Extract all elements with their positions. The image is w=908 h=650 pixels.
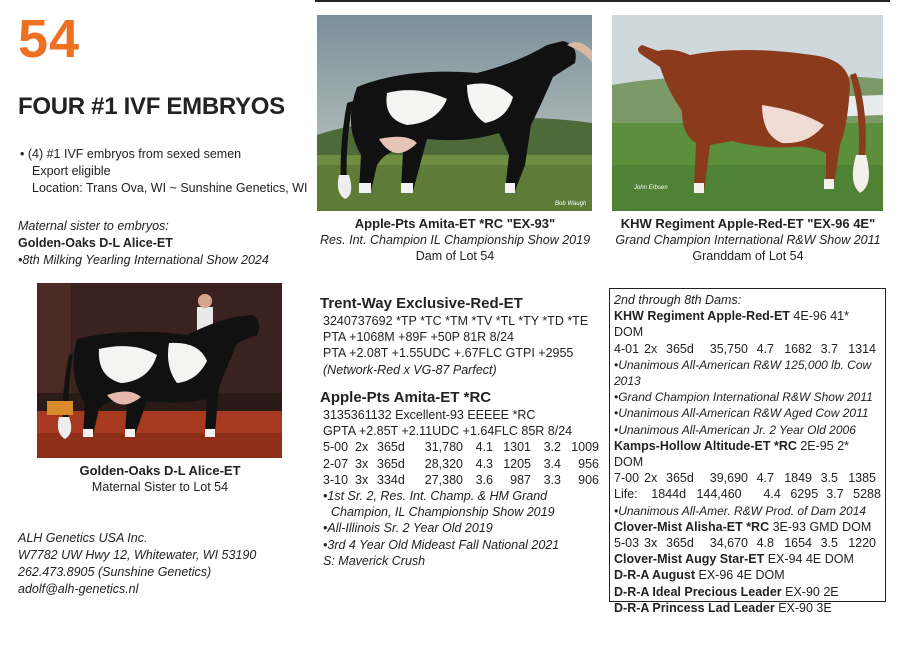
alisha-record-row-cell: 3.5 bbox=[820, 536, 838, 551]
altitude-life-row-cell: 3.7 bbox=[826, 487, 844, 502]
dam-record-row bbox=[323, 439, 605, 455]
precious-name: D-R-A Ideal Precious Leader bbox=[614, 584, 782, 599]
dam-record-row-cell: 3.3 bbox=[543, 472, 561, 487]
august-entry bbox=[614, 567, 881, 583]
dam-record-row-cell: 2x bbox=[355, 440, 369, 455]
altitude-life-row-cell: 6295 bbox=[790, 487, 819, 502]
dam-record-row-cell: 1009 bbox=[571, 440, 599, 455]
altitude-life-row-cell: 4.4 bbox=[763, 487, 781, 502]
dam-record-row-cell: 2-07 bbox=[323, 456, 349, 471]
dam-record-row-cell: 5-00 bbox=[323, 440, 349, 455]
contact-company: ALH Genetics USA Inc. bbox=[18, 531, 148, 545]
august-score: EX-96 4E DOM bbox=[698, 568, 785, 583]
contact-address: W7782 UW Hwy 12, Whitewater, WI 53190 bbox=[18, 548, 257, 562]
amita-photo-award: Res. Int. Champion IL Championship Show 2019 bbox=[319, 233, 591, 247]
maternal-sister-note bbox=[18, 218, 269, 269]
bullet-export: Export eligible bbox=[32, 164, 111, 178]
maternal-sister-award: •8th Milking Yearling International Show 2024 bbox=[18, 253, 269, 267]
altitude-record-row-cell: 365d bbox=[666, 471, 694, 486]
altitude-name: Kamps-Hollow Altitude-ET *RC bbox=[614, 438, 797, 453]
maternal-sister-name: Golden-Oaks D-L Alice-ET bbox=[18, 236, 173, 250]
dams-header: 2nd through 8th Dams: bbox=[614, 293, 742, 307]
dam-record-row-cell: 28,320 bbox=[424, 456, 463, 471]
regiment-record-row-cell: 35,750 bbox=[709, 341, 748, 356]
photo-amita bbox=[317, 15, 592, 211]
alisha-name: Clover-Mist Alisha-ET *RC bbox=[614, 519, 770, 534]
alisha-record bbox=[614, 535, 881, 551]
contact-phone: 262.473.8905 (Sunshine Genetics) bbox=[18, 565, 212, 579]
augy-score: EX-94 4E DOM bbox=[767, 552, 854, 567]
lot-headline: FOUR #1 IVF EMBRYOS bbox=[18, 93, 285, 120]
princess-name: D-R-A Princess Lad Leader bbox=[614, 600, 775, 615]
regiment-record-row-cell: 1682 bbox=[784, 341, 812, 356]
precious-entry bbox=[614, 584, 881, 600]
regiment-record-row-cell: 1314 bbox=[848, 341, 876, 356]
pedigree-dam bbox=[320, 388, 605, 569]
dams-box bbox=[609, 288, 886, 615]
contact-info bbox=[18, 530, 256, 598]
dam-record-row-cell: 987 bbox=[510, 472, 531, 487]
alisha-record-row-cell: 365d bbox=[666, 536, 694, 551]
dam-line2: GPTA +2.85T +2.11UDC +1.64FLC 85R 8/24 bbox=[323, 424, 573, 439]
dam-award-4: •3rd 4 Year Old Mideast Fall National 2021 bbox=[323, 537, 560, 552]
cow-image-amita bbox=[317, 15, 592, 211]
august-name: D-R-A August bbox=[614, 568, 695, 583]
maternal-intro: Maternal sister to embryos: bbox=[18, 219, 169, 233]
sire-line3: PTA +2.08T +1.55UDC +.67FLC GTPI +2955 bbox=[323, 346, 574, 361]
dam-record-row-cell: 3x bbox=[355, 456, 369, 471]
altitude-life-record bbox=[614, 486, 881, 502]
altitude-record-row-cell: 1385 bbox=[848, 471, 876, 486]
alisha-record-row bbox=[614, 535, 881, 551]
alice-photo-role: Maternal Sister to Lot 54 bbox=[91, 480, 229, 494]
dam-record-row-cell: 3-10 bbox=[323, 472, 349, 487]
regiment-record-row-cell: 365d bbox=[666, 341, 694, 356]
altitude-life-row-cell: 144,460 bbox=[696, 487, 742, 502]
pedigree-sire bbox=[320, 294, 605, 378]
altitude-record-row-cell: 39,690 bbox=[709, 471, 748, 486]
lot-number: 54 bbox=[18, 9, 81, 69]
altitude-life-row-cell: 5288 bbox=[853, 487, 881, 502]
augy-name: Clover-Mist Augy Star-ET bbox=[614, 552, 765, 567]
dam-record-row-cell: 3.4 bbox=[543, 456, 561, 471]
altitude-record-row bbox=[614, 470, 881, 486]
alisha-record-row-cell: 4.8 bbox=[756, 536, 774, 551]
alisha-score: 3E-93 GMD DOM bbox=[772, 519, 872, 534]
amita-photo-name: Apple-Pts Amita-ET *RC "EX-93" bbox=[354, 216, 556, 231]
caption-regiment bbox=[600, 216, 896, 264]
dam-award-2: Champion, IL Championship Show 2019 bbox=[331, 505, 555, 520]
altitude-life-row bbox=[614, 486, 881, 502]
dam-record-row-cell: 365d bbox=[377, 456, 405, 471]
augy-entry bbox=[614, 551, 881, 567]
regiment-award-3: •Unanimous All-American R&W Aged Cow 2011 bbox=[614, 406, 869, 421]
altitude-life-row-cell: 1844d bbox=[651, 487, 687, 502]
precious-score: EX-90 2E bbox=[785, 584, 839, 599]
dam-record-row-cell: 27,380 bbox=[424, 472, 463, 487]
dam-record-row-cell: 956 bbox=[578, 456, 599, 471]
alisha-record-row-cell: 1654 bbox=[784, 536, 812, 551]
princess-score: EX-90 3E bbox=[778, 600, 832, 615]
cow-image-alice bbox=[37, 283, 282, 458]
dam-award-3: •All-Illinois Sr. 2 Year Old 2019 bbox=[323, 521, 493, 536]
dam-record-row bbox=[323, 456, 605, 472]
regiment-photo-award: Grand Champion International R&W Show 2011 bbox=[615, 233, 881, 247]
regiment-name: KHW Regiment Apple-Red-ET bbox=[614, 309, 790, 324]
dam-records bbox=[323, 439, 605, 488]
dam-record-row-cell: 334d bbox=[377, 472, 405, 487]
altitude-life-row-cell: Life: bbox=[614, 487, 638, 502]
regiment-record bbox=[614, 341, 881, 357]
dam-record-row-cell: 1301 bbox=[503, 440, 531, 455]
altitude-record-row-cell: 1849 bbox=[784, 471, 812, 486]
dam-record-row-cell: 906 bbox=[578, 472, 599, 487]
sire-line1: 3240737692 *TP *TC *TM *TV *TL *TY *TD *TE bbox=[323, 314, 589, 328]
caption-alice bbox=[20, 463, 300, 495]
alisha-record-row-cell: 3x bbox=[644, 536, 658, 551]
altitude-record bbox=[614, 470, 881, 486]
alice-photo-name: Golden-Oaks D-L Alice-ET bbox=[79, 463, 241, 478]
altitude-record-row-cell: 2x bbox=[644, 471, 658, 486]
regiment-photo-name: KHW Regiment Apple-Red-ET "EX-96 4E" bbox=[620, 216, 876, 231]
dam-record-row-cell: 3.2 bbox=[543, 440, 561, 455]
dam-award-1: •1st Sr. 2, Res. Int. Champ. & HM Grand bbox=[323, 489, 548, 504]
dam-record-row-cell: 31,780 bbox=[424, 440, 463, 455]
regiment-entry bbox=[614, 308, 881, 340]
altitude-record-row-cell: 7-00 bbox=[614, 471, 640, 486]
regiment-record-row-cell: 2x bbox=[644, 341, 658, 356]
regiment-score: 4E-96 41* DOM bbox=[614, 309, 850, 340]
caption-amita bbox=[305, 216, 605, 264]
regiment-award-1: •Unanimous All-American R&W 125,000 lb. Cow 2013 bbox=[614, 357, 872, 389]
dam-record-row-cell: 4.3 bbox=[475, 456, 493, 471]
altitude-entry bbox=[614, 438, 881, 470]
regiment-award-4: •Unanimous All-American Jr. 2 Year Old 2006 bbox=[614, 422, 856, 437]
altitude-award: •Unanimous All-Amer. R&W Prod. of Dam 2014 bbox=[614, 503, 867, 518]
contact-email[interactable]: adolf@alh-genetics.nl bbox=[18, 582, 139, 596]
dam-sire-note: S: Maverick Crush bbox=[323, 553, 426, 568]
photo-regiment bbox=[612, 15, 883, 211]
alisha-record-row-cell: 34,670 bbox=[709, 536, 748, 551]
amita-photo-role: Dam of Lot 54 bbox=[415, 249, 495, 263]
regiment-award-2: •Grand Champion International R&W Show 2011 bbox=[614, 390, 873, 405]
lot-description bbox=[20, 146, 307, 197]
sire-name: Trent-Way Exclusive-Red-ET bbox=[320, 295, 523, 312]
dam-name: Apple-Pts Amita-ET *RC bbox=[320, 389, 492, 406]
altitude-record-row-cell: 3.5 bbox=[820, 471, 838, 486]
photo-alice bbox=[37, 283, 282, 458]
dam-record-row-cell: 3.6 bbox=[475, 472, 493, 487]
dam-record-row-cell: 4.1 bbox=[475, 440, 493, 455]
altitude-record-row-cell: 4.7 bbox=[756, 471, 774, 486]
bullet-location: Location: Trans Ova, WI ~ Sunshine Genetics, WI bbox=[32, 181, 308, 195]
regiment-record-row-cell: 3.7 bbox=[820, 341, 838, 356]
sire-line2: PTA +1068M +89F +50P 81R 8/24 bbox=[323, 330, 514, 345]
photo-watermark-amita: Bob Waugh bbox=[555, 201, 587, 207]
dam-record-row-cell: 3x bbox=[355, 472, 369, 487]
dam-record-row bbox=[323, 472, 605, 488]
regiment-record-row-cell: 4.7 bbox=[756, 341, 774, 356]
bullet-embryos: • (4) #1 IVF embryos from sexed semen bbox=[20, 147, 242, 161]
altitude-score: 2E-95 2* DOM bbox=[614, 438, 850, 470]
sire-line4: (Network-Red x VG-87 Parfect) bbox=[323, 362, 497, 377]
regiment-photo-role: Granddam of Lot 54 bbox=[692, 249, 804, 263]
alisha-entry bbox=[614, 519, 881, 535]
photo-watermark-regiment: John Erbsen bbox=[634, 185, 668, 191]
alisha-record-row-cell: 5-03 bbox=[614, 536, 640, 551]
regiment-record-row-cell: 4-01 bbox=[614, 341, 640, 356]
dam-line1: 3135361132 Excellent-93 EEEEE *RC bbox=[323, 408, 536, 422]
princess-entry bbox=[614, 600, 881, 616]
dam-record-row-cell: 365d bbox=[377, 440, 405, 455]
dam-record-row-cell: 1205 bbox=[503, 456, 531, 471]
regiment-record-row bbox=[614, 341, 881, 357]
cow-image-regiment bbox=[612, 15, 883, 211]
top-rule bbox=[315, 0, 890, 2]
alisha-record-row-cell: 1220 bbox=[848, 536, 876, 551]
